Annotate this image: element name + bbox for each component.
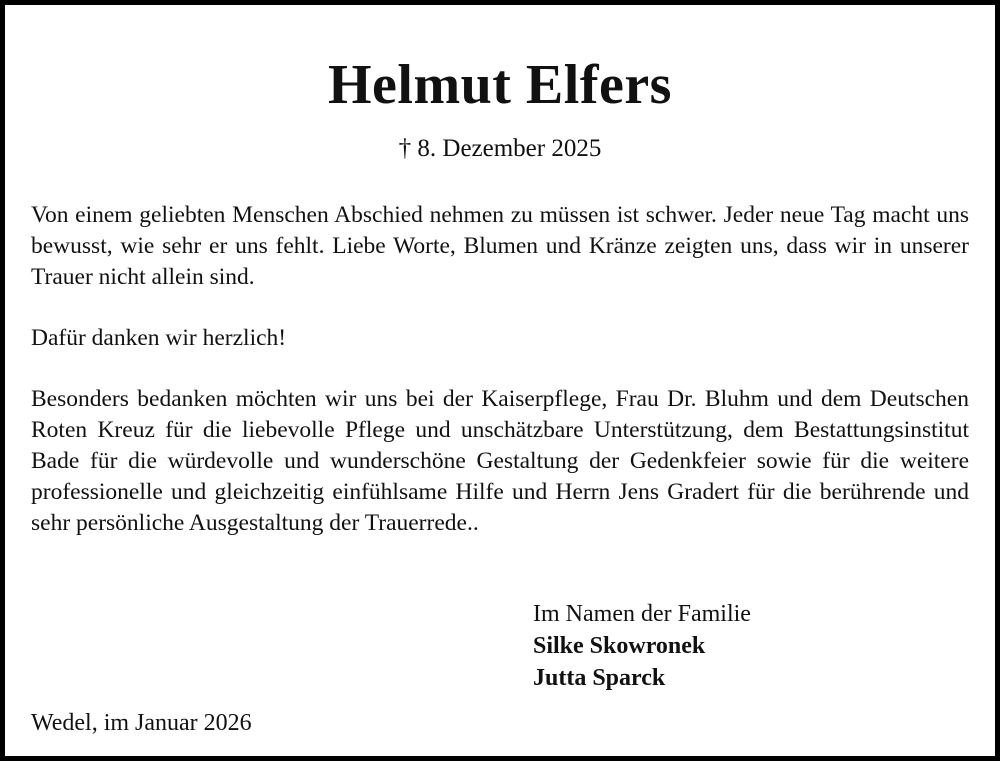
signature-intro: Im Namen der Familie — [533, 601, 751, 627]
paragraph-condolences: Von einem geliebten Menschen Abschied nehmen zu müssen ist schwer. Jeder neue Tag macht uns bewusst, wie sehr er uns fehlt. Liebe Worte, Blumen und Kränze zeigten uns, dass wir in unserer Trauer nicht allein sind. — [31, 202, 969, 290]
signatory-name: Jutta Sparck — [533, 665, 666, 691]
place-and-date: Wedel, im Januar 2026 — [31, 710, 252, 736]
paragraph-thanks: Dafür danken wir herzlich! — [31, 325, 287, 351]
deceased-name: Helmut Elfers — [328, 54, 672, 116]
death-date: † 8. Dezember 2025 — [398, 135, 602, 162]
signature-block — [533, 598, 751, 694]
paragraph-special-thanks: Besonders bedanken möchten wir uns bei der Kaiserpflege, Frau Dr. Bluhm und dem Deutschen Roten Kreuz für die liebevolle Pflege und unschätzbare Unterstützung, dem Bestattungsinstitut Bade für die würdevolle und wunderschöne Gestaltung der Gedenkfeier sowie für die weitere professionelle und gleichzeitig einfühlsame Hilfe und Herrn Jens Gradert für die berührende und sehr persönliche Ausgestaltung der Trauerrede.. — [31, 386, 969, 536]
signatory-name: Silke Skowronek — [533, 633, 706, 659]
